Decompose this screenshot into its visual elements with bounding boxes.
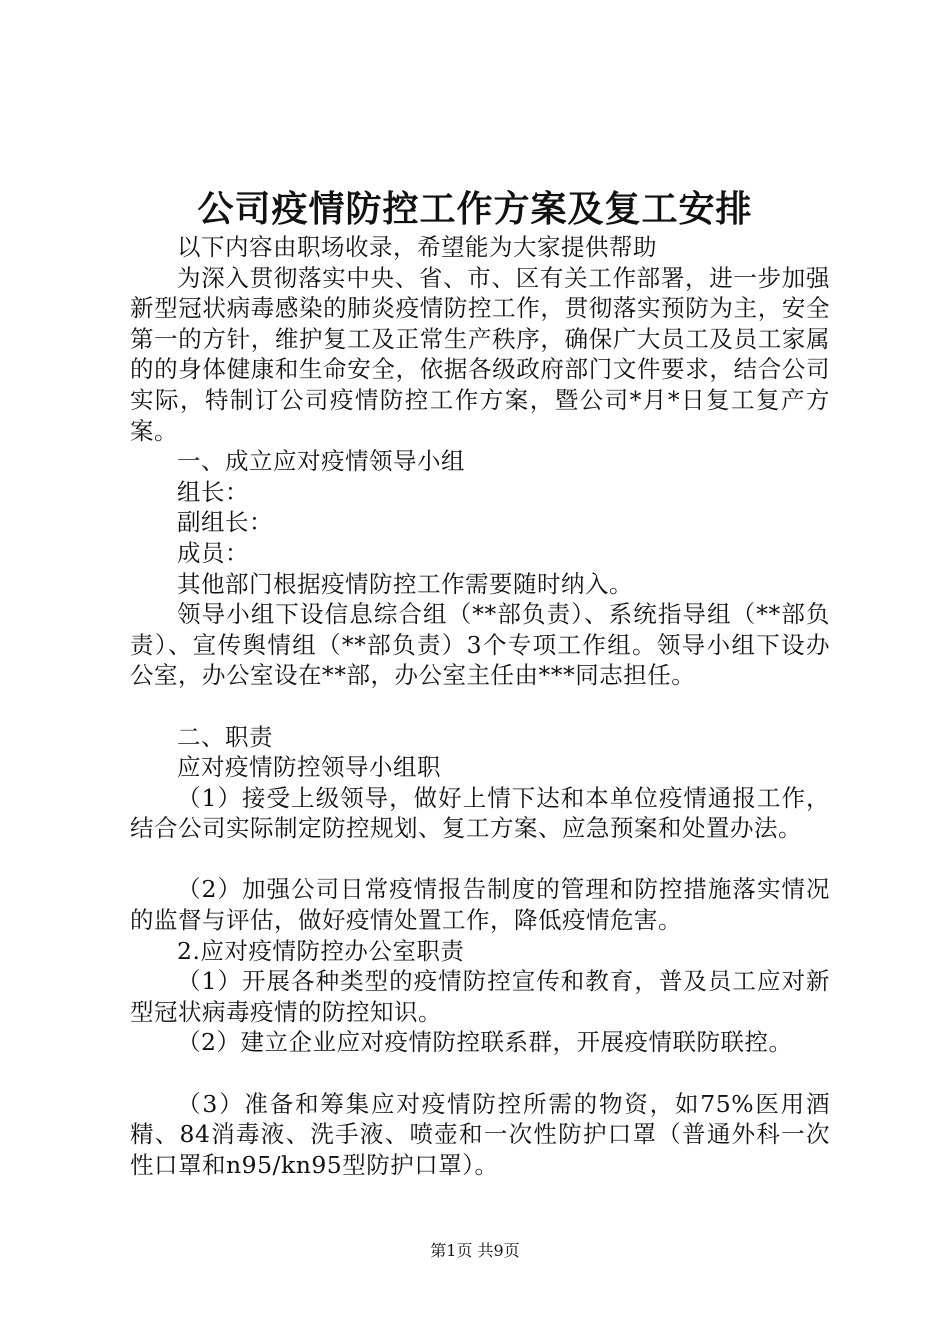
section-heading-2: 二、职责 [177, 722, 273, 751]
other-departments-line: 其他部门根据疫情防控工作需要随时纳入。 [177, 569, 633, 598]
duty-item-1: （1）接受上级领导，做好上情下达和本单位疫情通报工作，结合公司实际制定防控规划、复工方案、应急预案和处置办法。 [130, 783, 830, 843]
subsection-heading-1: 应对疫情防控领导小组职 [177, 753, 441, 782]
duty-item-2: （2）加强公司日常疫情报告制度的管理和防控措施落实情况的监督与评估，做好疫情处置工作，降低疫情危害。 [130, 875, 830, 935]
preamble-paragraph: 为深入贯彻落实中央、省、市、区有关工作部署，进一步加强新型冠状病毒感染的肺炎疫情防控工作，贯彻落实预防为主，安全第一的方针，维护复工及正常生产秩序，确保广大员工及员工家属的的身体健康和生命安全，依据各级政府部门文件要求，结合公司实际，特制订公司疫情防控工作方案，暨公司*月*日复工复产方案。 [130, 263, 830, 445]
blank-line [130, 691, 830, 722]
office-duty-item-1: （1）开展各种类型的疫情防控宣传和教育，普及员工应对新型冠状病毒疫情的防控知识。 [130, 967, 830, 1026]
members-line: 成员： [177, 538, 249, 567]
document-title: 公司疫情防控工作方案及复工安排 [197, 188, 753, 230]
deputy-leader-line: 副组长： [177, 508, 273, 537]
intro-line: 以下内容由职场收录，希望能为大家提供帮助 [177, 233, 657, 261]
subsection-heading-2: 2.应对疫情防控办公室职责 [177, 936, 465, 965]
blank-line [130, 844, 830, 875]
office-duty-item-2: （2）建立企业应对疫情防控联系群，开展疫情联防联控。 [177, 1028, 793, 1057]
section-heading-1: 一、成立应对疫情领导小组 [177, 447, 465, 476]
document-body [130, 232, 830, 1180]
blank-line [130, 1058, 830, 1089]
workgroups-paragraph: 领导小组下设信息综合组（**部负责）、系统指导组（**部负责）、宣传舆情组（**部负责）3个专项工作组。领导小组下设办公室，办公室设在**部，办公室主任由***同志担任。 [130, 600, 830, 690]
group-leader-line: 组长： [177, 477, 249, 506]
page-footer: 第1页 共9页 [430, 1241, 520, 1260]
office-duty-item-3: （3）准备和筹集应对疫情防控所需的物资，如75%医用酒精、84消毒液、洗手液、喷壶和一次性防护口罩（普通外科一次性口罩和n95/kn95型防护口罩）。 [130, 1089, 830, 1179]
